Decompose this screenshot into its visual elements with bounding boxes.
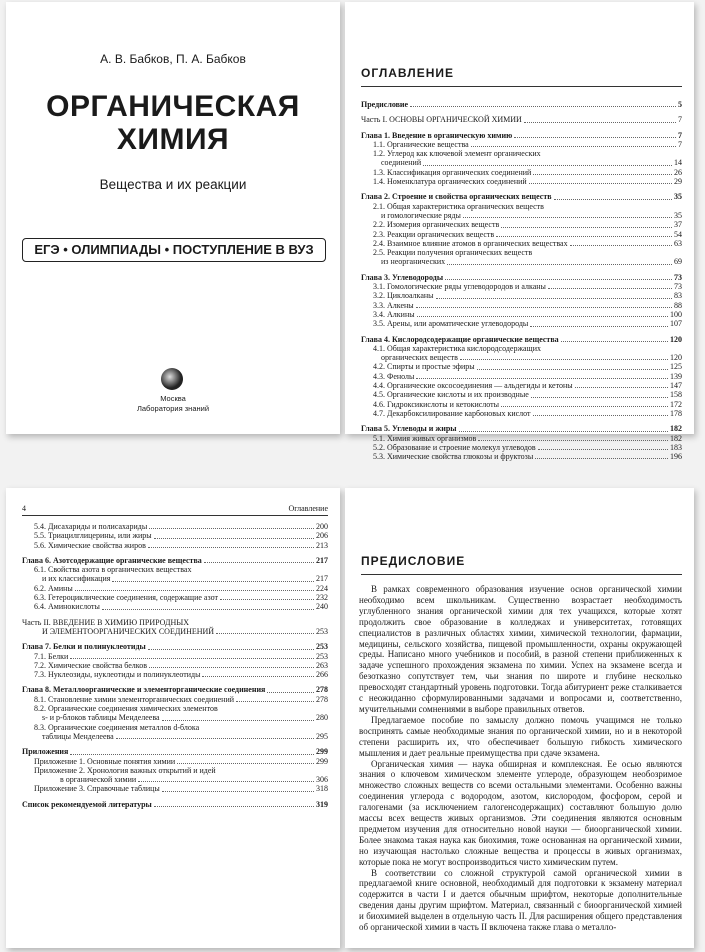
toc-entry-page: 35 — [674, 210, 682, 220]
toc-leader — [447, 264, 672, 265]
toc-entry — [361, 168, 682, 177]
toc-entry-title: 2.5. Реакции получения органических веществ — [373, 248, 533, 258]
toc-entry — [22, 574, 328, 583]
toc-entry-page: 73 — [674, 282, 682, 292]
toc-entry-page: 217 — [316, 555, 328, 565]
toc-leader — [548, 288, 672, 289]
toc-entry-title: 2.4. Взаимное влияние атомов в органических веществах — [373, 238, 568, 248]
toc-leader — [236, 701, 314, 702]
toc-entry-title: 7.1. Белки — [34, 651, 69, 661]
toc-entry-title: 3.3. Алкены — [373, 300, 414, 310]
toc-entry — [22, 704, 328, 713]
toc-entry — [22, 522, 328, 531]
toc-entry-page: 299 — [316, 756, 328, 766]
publisher-city: Москва — [160, 394, 186, 403]
toc-entry — [361, 424, 682, 433]
exam-banner: ЕГЭ • ОЛИМПИАДЫ • ПОСТУПЛЕНИЕ В ВУЗ — [22, 238, 326, 262]
toc-entry-page: 7 — [678, 130, 682, 140]
toc-entry-title: 3.2. Циклоалканы — [373, 291, 434, 301]
toc-entry-page: 253 — [316, 651, 328, 661]
toc-entry-page: 217 — [316, 574, 328, 584]
preface-paragraph: В рамках современного образования изучение основ органической химии необходимо всем школьникам. Существенно возрастает необходимость углубленного знания органической химии для тех учащихся, которые хотят продолжить свое образование в колледжах и университетах, готовящих специалистов в различных областях химии, химической технологии, фармации, медицины, сельского хозяйства, пищевой промышленности, охраны окружающей среды. Написано много учебников и пособий, в разной степени приближенных к задаче успешного прохождения экзамена по химии. Успех на экзамене всегда и безотказно сопутствует тем, чьи знания по широте и глубине несколько превосходят стандартный уровень подготовки. Тогда абитуриент реже сталкивается с неожиданно сформулированными задачами и вопросами и, соответственно, мучительными сомнениями в выборе правильных ответов. — [359, 584, 682, 714]
toc-leader — [423, 165, 672, 166]
toc-leader — [216, 633, 314, 634]
toc-entry — [22, 695, 328, 704]
toc-rule — [361, 86, 682, 87]
toc-leader — [154, 806, 314, 807]
toc-leader — [154, 538, 314, 539]
toc-entry-title: 4.6. Гидроксикислоты и кетокислоты — [373, 399, 500, 409]
toc-entry-page: 54 — [674, 229, 682, 239]
toc-leader — [471, 146, 676, 147]
toc-leader — [459, 431, 668, 432]
toc-entry-title: 1.1. Органические вещества — [373, 139, 469, 149]
toc-entry-page: 26 — [674, 167, 682, 177]
toc-leader — [416, 307, 672, 308]
toc-page-1 — [345, 2, 694, 462]
toc-leader — [570, 245, 672, 246]
toc-leader — [538, 449, 668, 450]
toc-entry-page: 183 — [670, 442, 682, 452]
toc-entry-title: Предисловие — [361, 100, 409, 109]
toc-entry-page: 200 — [316, 522, 328, 531]
toc-entry — [22, 747, 328, 756]
toc-entry — [22, 732, 328, 741]
toc-entry-title: соединений — [381, 158, 422, 168]
toc-leader — [524, 122, 676, 123]
toc-entry-title: 3.4. Алкины — [373, 309, 415, 319]
toc-entry — [22, 661, 328, 670]
toc-leader — [204, 562, 314, 563]
toc-leader — [533, 174, 672, 175]
book-title-line-1: ОРГАНИЧЕСКАЯ — [46, 90, 300, 123]
toc-entry — [361, 115, 682, 124]
preface-body — [359, 584, 682, 933]
toc-leader — [177, 763, 314, 764]
toc-entry-page: 240 — [316, 602, 328, 612]
toc-entry-page: 319 — [316, 799, 328, 809]
toc-entry-title: 6.3. Гетероциклические соединения, содержащие азот — [34, 593, 218, 603]
toc-entry-title: 2.3. Реакции органических веществ — [373, 229, 495, 239]
toc-leader — [501, 227, 672, 228]
toc-heading: ОГЛАВЛЕНИЕ — [361, 66, 455, 80]
toc-entry-title: 5.2. Образование и строение молекул углеводов — [373, 442, 536, 452]
running-header — [22, 504, 328, 516]
toc-entry-title: 8.1. Становление химии элементорганических соединений — [34, 694, 235, 704]
toc-leader — [416, 378, 668, 379]
toc-entry-title: 1.4. Номенклатура органических соединений — [373, 177, 527, 187]
toc-entry-title: Глава 3. Углеводороды — [361, 272, 444, 282]
toc-entry-page: 224 — [316, 583, 328, 593]
toc-entry-title: 7.2. Химические свойства белков — [34, 660, 148, 670]
toc-entry — [361, 434, 682, 443]
toc-entry-title: 1.2. Углерод как ключевой элемент органических — [373, 149, 541, 159]
preface-page — [345, 488, 694, 948]
toc-list-2 — [22, 522, 328, 809]
toc-entry — [361, 301, 682, 310]
toc-entry-title: 5.1. Химия живых организмов — [373, 433, 477, 443]
toc-entry-page: 299 — [316, 747, 328, 757]
toc-leader — [148, 547, 314, 548]
toc-entry-title: таблицы Менделеева — [42, 731, 114, 741]
toc-entry-title: Глава 4. Кислородсодержащие органические вещества — [361, 334, 559, 344]
toc-entry-title: 6.4. Аминокислоты — [34, 602, 100, 612]
toc-entry-title: Часть II. ВВЕДЕНИЕ В ХИМИЮ ПРИРОДНЫХ — [22, 617, 190, 627]
toc-entry — [22, 565, 328, 574]
toc-leader — [410, 106, 676, 107]
toc-entry-page: 266 — [316, 670, 328, 680]
toc-entry — [22, 584, 328, 593]
preface-paragraph: Органическая химия — наука обширная и комплексная. Ее осью являются знания о ключевом химическом элементе углероде, образующем необозримое множество сложных веществ со всеми остальными элементами. Особенно важны соединения углерода с водородом, азотом, кислородом, фосфором, серой и галогенами (за исключением галогенсодержащих) составляют большую долю массы всех веществ живых организмов. Эти соединения являются основным предметом изучения для относительно новой науки — биоорганической химии. Более знакома такая наука как биохимия, тоже основанная на органической химии, но изучающая настолько сложные вещества и процессы в живых организмах, которые пока не могут воспроизводиться чисто химическим путем. — [359, 758, 682, 867]
toc-entry — [361, 409, 682, 418]
toc-entry — [22, 642, 328, 651]
toc-leader — [267, 692, 314, 693]
toc-leader — [148, 649, 314, 650]
toc-entry-page: 83 — [674, 291, 682, 301]
toc-entry — [361, 149, 682, 158]
toc-entry-title: органических веществ — [381, 353, 458, 363]
toc-leader — [112, 581, 314, 582]
toc-entry — [361, 220, 682, 229]
toc-leader — [162, 720, 314, 721]
toc-leader — [417, 316, 668, 317]
toc-entry — [22, 602, 328, 611]
toc-entry-page: 232 — [316, 593, 328, 603]
toc-entry — [361, 230, 682, 239]
toc-leader — [202, 676, 314, 677]
toc-leader — [70, 754, 314, 755]
toc-entry-title: Приложение 3. Справочные таблицы — [34, 784, 160, 794]
toc-entry — [22, 766, 328, 775]
toc-leader — [477, 369, 668, 370]
toc-entry — [361, 100, 682, 109]
toc-entry-page: 125 — [670, 362, 682, 372]
toc-entry-title: Глава 5. Углеводы и жиры — [361, 424, 457, 434]
toc-entry-title: 4.2. Спирты и простые эфиры — [373, 362, 475, 372]
toc-entry-title: Глава 6. Азотсодержащие органические вещества — [22, 555, 202, 565]
toc-leader — [531, 397, 668, 398]
toc-entry — [22, 800, 328, 809]
preface-paragraph: В соответствии со сложной структурой самой органической химии в предлагаемой книге основной, необходимый для подготовки к экзамену материал содержится в части I и дается обычным шрифтом, некоторые дополнительные сведения даны другим шрифтом. Материал, связанный с биоорганической химией и биохимией выделен в отдельную часть II. Для расширения общего представления об органической химии в часть II включена также глава о металло- — [359, 867, 682, 933]
toc-entry-title: Глава 1. Введение в органическую химию — [361, 130, 513, 140]
toc-leader — [478, 440, 668, 441]
toc-entry — [361, 211, 682, 220]
toc-entry-page: 63 — [674, 238, 682, 248]
toc-entry — [361, 353, 682, 362]
toc-entry-page: 73 — [674, 272, 682, 282]
toc-entry — [361, 319, 682, 328]
toc-leader — [162, 791, 314, 792]
toc-entry-page: 29 — [674, 177, 682, 187]
toc-entry-title: 1.3. Классификация органических соединений — [373, 167, 532, 177]
toc-entry-page: 263 — [316, 660, 328, 670]
toc-entry — [22, 531, 328, 540]
toc-entry — [361, 291, 682, 300]
toc-entry-title: 6.2. Амины — [34, 583, 73, 593]
toc-entry-title: 4.5. Органические кислоты и их производные — [373, 390, 529, 400]
toc-entry-page: 100 — [670, 309, 682, 319]
toc-entry-page: 182 — [670, 433, 682, 443]
toc-entry — [22, 556, 328, 565]
toc-entry — [22, 784, 328, 793]
toc-leader — [554, 199, 672, 200]
running-head: Оглавление — [288, 504, 328, 513]
toc-leader — [220, 599, 314, 600]
toc-entry — [22, 723, 328, 732]
toc-entry — [361, 400, 682, 409]
toc-entry-page: 7 — [678, 115, 682, 125]
toc-entry-page: 280 — [316, 713, 328, 723]
toc-entry-title: 7.3. Нуклеозиды, нуклеотиды и полинуклеотиды — [34, 670, 201, 680]
toc-entry-title: И ЭЛЕМЕНТООРГАНИЧЕСКИХ СОЕДИНЕНИЙ — [42, 626, 215, 636]
toc-entry — [361, 177, 682, 186]
toc-leader — [535, 458, 668, 459]
toc-entry — [361, 202, 682, 211]
toc-leader — [445, 279, 672, 280]
preface-heading: ПРЕДИСЛОВИЕ — [361, 554, 466, 568]
toc-entry-title: Глава 7. Белки и полинуклеотиды — [22, 642, 146, 652]
toc-entry-title: и их классификация — [42, 574, 111, 584]
toc-entry — [22, 618, 328, 627]
toc-entry-title: Глава 2. Строение и свойства органических веществ — [361, 192, 552, 202]
preface-paragraph: Предлагаемое пособие по замыслу должно помочь учащимся не только воспринять самые необходимые знания по органической химии, но и в некоторой степени расширить их, что обеспечивает большую гибкость химического мышления и дает реальные преимущества при сдаче экзамена. — [359, 714, 682, 758]
toc-entry-title: 5.5. Триацилглицерины, или жиры — [34, 531, 152, 541]
toc-entry — [361, 443, 682, 452]
toc-entry-title: 3.1. Гомологические ряды углеводородов и алканы — [373, 282, 546, 292]
toc-entry — [361, 282, 682, 291]
toc-entry-page: 147 — [670, 381, 682, 391]
toc-entry — [22, 713, 328, 722]
toc-entry-page: 7 — [678, 139, 682, 149]
toc-entry-title: 6.1. Свойства азота в органических веществах — [34, 565, 192, 575]
toc-entry-page: 120 — [670, 334, 682, 344]
toc-leader — [530, 326, 668, 327]
toc-leader — [575, 387, 668, 388]
toc-page-2 — [6, 488, 340, 948]
toc-entry-title: 2.2. Изомерия органических веществ — [373, 220, 500, 230]
toc-entry-page: 182 — [670, 424, 682, 434]
toc-entry — [361, 381, 682, 390]
toc-entry-title: Часть I. ОСНОВЫ ОРГАНИЧЕСКОЙ ХИМИИ — [361, 115, 522, 125]
toc-leader — [116, 738, 314, 739]
publisher-logo-icon — [161, 368, 183, 390]
toc-entry — [22, 652, 328, 661]
toc-entry-page: 5 — [678, 100, 682, 109]
toc-entry — [361, 248, 682, 257]
toc-entry — [361, 452, 682, 461]
toc-entry-title: 4.7. Декарбоксилирование карбоновых кислот — [373, 408, 531, 418]
toc-entry — [22, 757, 328, 766]
toc-entry-title: 5.6. Химические свойства жиров — [34, 540, 146, 550]
toc-entry-page: 206 — [316, 531, 328, 541]
toc-entry-title: из неорганических — [381, 257, 446, 267]
toc-entry-title: 4.4. Органические оксосоединения — альдегиды и кетоны — [373, 381, 573, 391]
toc-entry-page: 295 — [316, 731, 328, 741]
toc-entry-title: s- и p-блоков таблицы Менделеева — [42, 713, 160, 723]
publisher-name: Лаборатория знаний — [136, 404, 210, 413]
toc-leader — [436, 298, 672, 299]
toc-entry-title: 4.1. Общая характеристика кислородсодержащих — [373, 343, 541, 353]
toc-entry-page: 120 — [670, 353, 682, 363]
toc-entry-page: 278 — [316, 685, 328, 695]
toc-entry — [361, 390, 682, 399]
toc-entry-page: 14 — [674, 158, 682, 168]
toc-entry-title: 5.3. Химические свойства глюкозы и фруктозы — [373, 452, 534, 462]
toc-entry — [361, 239, 682, 248]
toc-entry-page: 107 — [670, 319, 682, 329]
toc-entry — [361, 273, 682, 282]
toc-entry — [361, 335, 682, 344]
toc-entry-page: 69 — [674, 257, 682, 267]
toc-entry-page: 213 — [316, 540, 328, 550]
toc-entry-title: 3.5. Арены, или ароматические углеводороды — [373, 319, 529, 329]
toc-leader — [149, 667, 314, 668]
toc-leader — [501, 406, 668, 407]
toc-entry — [361, 131, 682, 140]
page-number: 4 — [22, 504, 26, 513]
toc-list-1 — [361, 94, 682, 461]
toc-entry — [361, 140, 682, 149]
book-title-line-2: ХИМИЯ — [116, 123, 230, 156]
toc-leader — [70, 658, 314, 659]
toc-leader — [102, 609, 314, 610]
toc-entry — [22, 685, 328, 694]
book-authors: А. В. Бабков, П. А. Бабков — [100, 52, 246, 66]
toc-entry-title: Глава 8. Металлоорганические и элементорганические соединения — [22, 685, 266, 695]
toc-entry — [22, 627, 328, 636]
toc-entry-page: 35 — [674, 192, 682, 202]
toc-entry-title: 8.2. Органические соединения химических элементов — [34, 704, 218, 714]
toc-entry-page: 158 — [670, 390, 682, 400]
toc-entry — [22, 541, 328, 550]
toc-entry-title: Приложение 1. Основные понятия химии — [34, 756, 176, 766]
toc-leader — [514, 137, 676, 138]
toc-entry-page: 172 — [670, 399, 682, 409]
toc-entry — [22, 670, 328, 679]
toc-entry-page: 306 — [316, 775, 328, 785]
toc-leader — [561, 341, 668, 342]
toc-leader — [460, 359, 668, 360]
toc-entry-title: 4.3. Фенолы — [373, 371, 415, 381]
toc-entry — [361, 257, 682, 266]
toc-entry-page: 139 — [670, 371, 682, 381]
toc-entry-page: 278 — [316, 694, 328, 704]
toc-entry-page: 88 — [674, 300, 682, 310]
toc-entry-title: 5.4. Дисахариды и полисахариды — [34, 522, 148, 531]
toc-entry-page: 196 — [670, 452, 682, 462]
toc-entry-title: Приложение 2. Хронология важных открытий и идей — [34, 765, 216, 775]
toc-leader — [149, 528, 314, 529]
toc-entry-title: 2.1. Общая характеристика органических веществ — [373, 201, 544, 211]
toc-entry-title: 8.3. Органические соединения металлов d-блока — [34, 722, 200, 732]
toc-leader — [496, 236, 672, 237]
toc-entry-title: Приложения — [22, 747, 69, 757]
toc-leader — [75, 590, 314, 591]
book-title — [6, 90, 340, 156]
toc-entry-title: в органической химии — [60, 775, 137, 785]
toc-entry-page: 253 — [316, 626, 328, 636]
toc-leader — [138, 781, 314, 782]
toc-entry-page: 37 — [674, 220, 682, 230]
toc-leader — [463, 217, 672, 218]
toc-entry — [361, 310, 682, 319]
toc-leader — [533, 415, 668, 416]
toc-entry-page: 178 — [670, 408, 682, 418]
toc-entry — [22, 775, 328, 784]
toc-entry — [361, 192, 682, 201]
toc-entry — [361, 372, 682, 381]
book-subtitle: Вещества и их реакции — [99, 177, 247, 192]
toc-leader — [529, 183, 672, 184]
toc-entry-page: 253 — [316, 642, 328, 652]
toc-entry — [361, 344, 682, 353]
toc-entry-title: Список рекомендуемой литературы — [22, 799, 152, 809]
toc-entry — [22, 593, 328, 602]
toc-entry — [361, 362, 682, 371]
toc-entry-title: и гомологические ряды — [381, 210, 461, 220]
preface-rule — [361, 574, 682, 575]
toc-entry — [361, 158, 682, 167]
toc-entry-page: 318 — [316, 784, 328, 794]
cover-page — [6, 2, 340, 434]
